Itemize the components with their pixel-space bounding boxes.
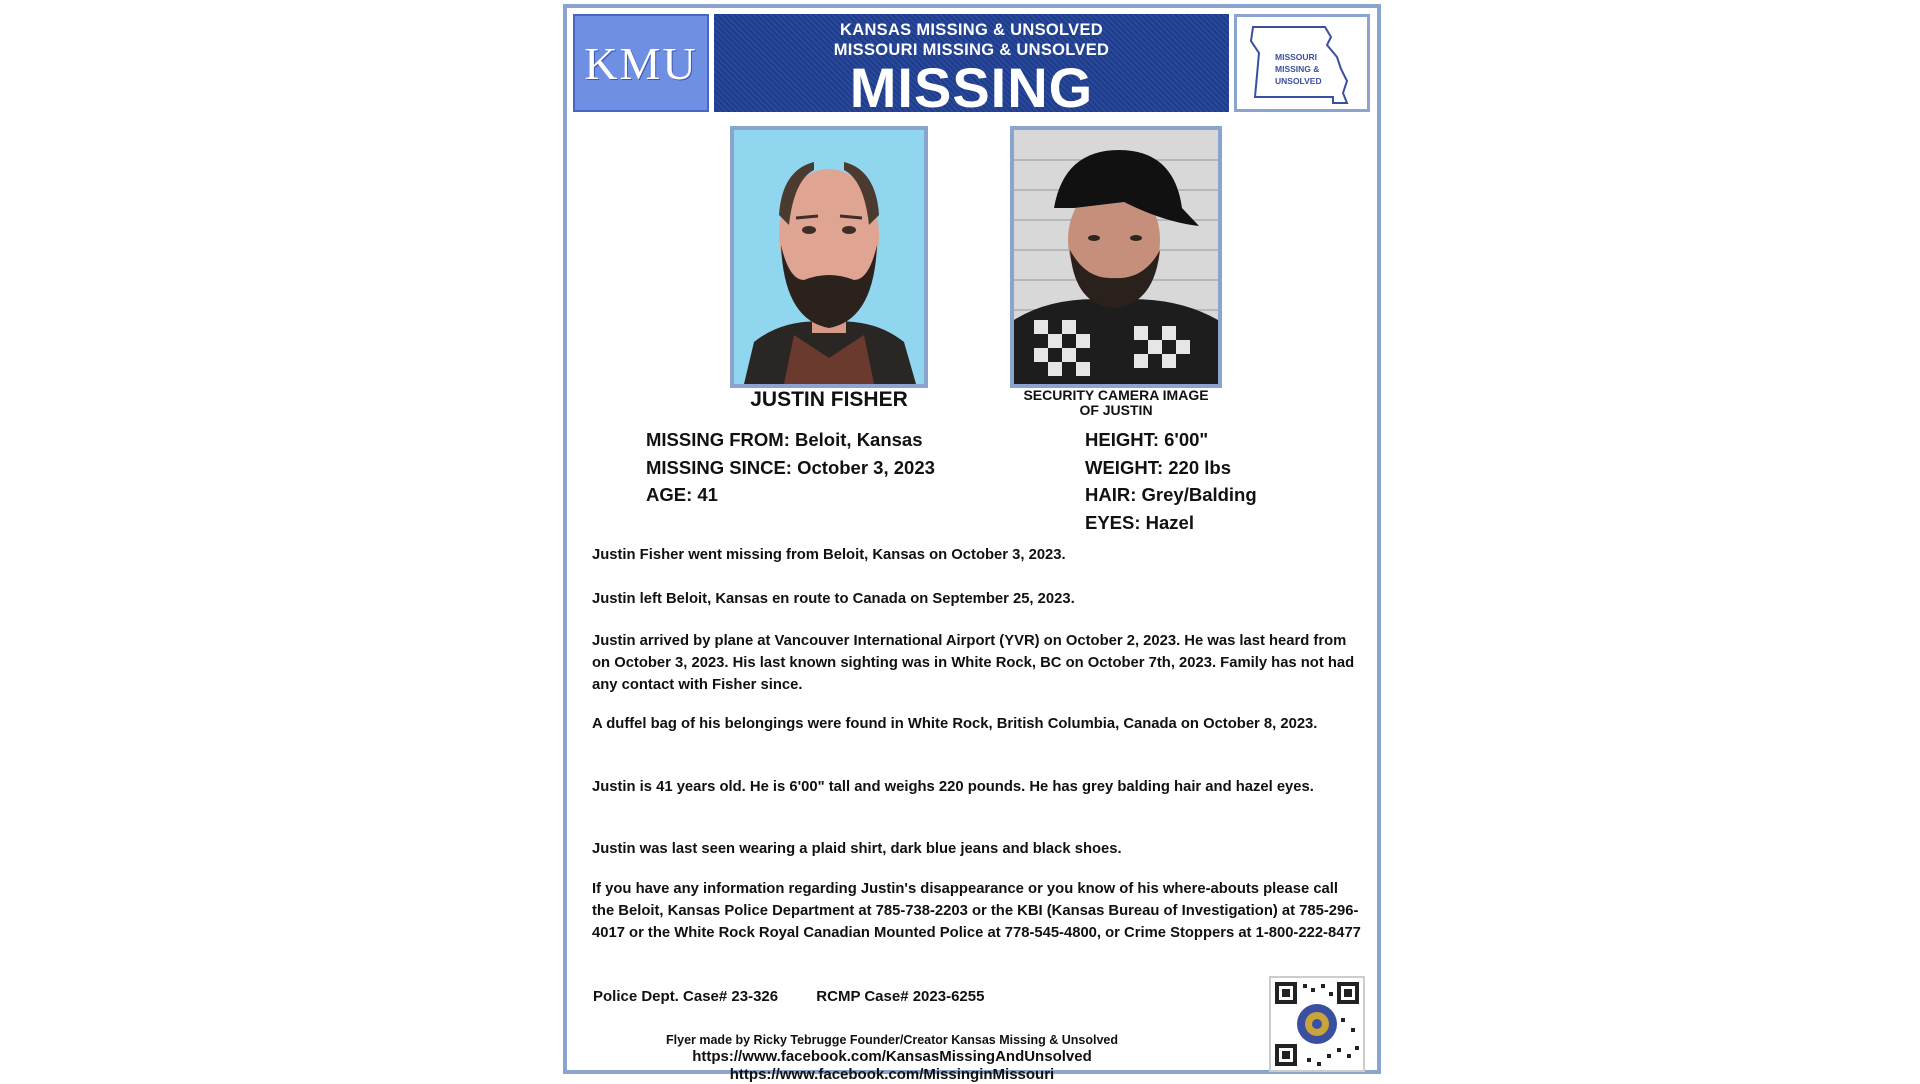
paragraph-clothing: Justin was last seen wearing a plaid shirt, dark blue jeans and black shoes. xyxy=(592,841,1122,857)
banner-title: MISSING xyxy=(849,56,1094,119)
banner-line-missouri: MISSOURI MISSING & UNSOLVED xyxy=(833,41,1110,59)
missing-flyer xyxy=(563,4,1381,1083)
banner-line-kansas: KANSAS MISSING & UNSOLVED xyxy=(840,21,1103,39)
missouri-logo xyxy=(1234,14,1370,112)
paragraph-arrival: Justin arrived by plane at Vancouver International Airport (YVR) on October 2, 2023. He was last heard from on October 3, 2023. His last known sighting was in White Rock, BC on October 7th, 2023. Family has not had any contact with Fisher since. xyxy=(592,633,1355,693)
fact-missing-from: MISSING FROM: Beloit, Kansas xyxy=(646,429,923,450)
paragraph-description: Justin is 41 years old. He is 6'00" tall and weighs 220 pounds. He has grey balding hair and hazel eyes. xyxy=(592,779,1314,795)
facts-left xyxy=(646,426,935,509)
paragraph-duffel-bag: A duffel bag of his belongings were found in White Rock, British Columbia, Canada on October 8, 2023. xyxy=(592,716,1318,732)
credits-link-kansas: https://www.facebook.com/KansasMissingAndUnsolved xyxy=(692,1048,1092,1065)
credits-link-missouri: https://www.facebook.com/MissinginMissouri xyxy=(729,1066,1055,1083)
mo-logo-line-2: MISSING & xyxy=(1275,64,1320,74)
fact-age: AGE: 41 xyxy=(646,484,718,505)
fact-eyes: EYES: Hazel xyxy=(1085,511,1194,533)
facts-right xyxy=(1085,426,1257,536)
fact-hair: HAIR: Grey/Balding xyxy=(1085,484,1257,505)
photo-caption-security xyxy=(987,388,1245,418)
portrait-photo xyxy=(730,126,928,388)
qr-code-icon xyxy=(1269,976,1365,1072)
case-numbers xyxy=(593,988,984,1005)
missouri-logo-text xyxy=(1275,51,1322,87)
flyer-credits xyxy=(657,1032,1127,1084)
paragraph-contact-info: If you have any information regarding Justin's disappearance or you know of his where-abouts please call the Beloit, Kansas Police Department at 785-738-2203 or the KBI (Kansas Bureau of Investigation) at 785-296-4017 or the White Rock Royal Canadian Mounted Police at 778-545-4800, or Crime Stoppers at 1-800-222-8477 xyxy=(592,881,1361,941)
paragraph-missing-date: Justin Fisher went missing from Beloit, Kansas on October 3, 2023. xyxy=(592,547,1066,563)
rcmp-case-number: RCMP Case# 2023-6255 xyxy=(816,988,985,1005)
kmu-logo xyxy=(573,14,709,112)
kmu-logo-text: KMU xyxy=(584,37,698,89)
flyer-header xyxy=(573,14,1373,119)
fact-weight: WEIGHT: 220 lbs xyxy=(1085,456,1231,478)
security-camera-photo xyxy=(1010,126,1222,388)
fact-height: HEIGHT: 6'00" xyxy=(1085,429,1209,450)
credits-made-by: Flyer made by Ricky Tebrugge Founder/Creator Kansas Missing & Unsolved xyxy=(666,1033,1118,1047)
police-case-number: Police Dept. Case# 23-326 xyxy=(593,988,779,1005)
mo-logo-line-1: MISSOURI xyxy=(1275,52,1318,62)
missing-banner xyxy=(714,14,1229,119)
security-caption-line-2: OF JUSTIN xyxy=(1079,402,1153,418)
security-caption-line-1: SECURITY CAMERA IMAGE xyxy=(1023,387,1209,403)
photo-caption-name: JUSTIN FISHER xyxy=(750,388,908,411)
fact-missing-since: MISSING SINCE: October 3, 2023 xyxy=(646,456,935,478)
paragraph-left-beloit: Justin left Beloit, Kansas en route to Canada on September 25, 2023. xyxy=(592,591,1075,607)
mo-logo-line-3: UNSOLVED xyxy=(1275,76,1322,86)
